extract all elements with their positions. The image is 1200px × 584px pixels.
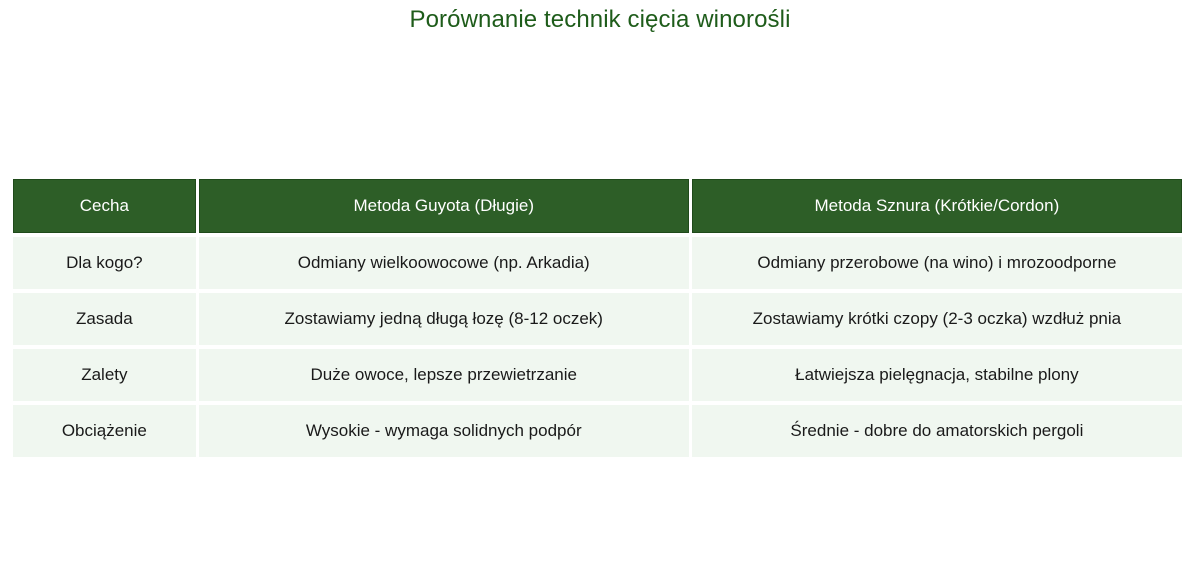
table-row xyxy=(13,349,1182,401)
table-header-row xyxy=(13,179,1182,233)
column-header-guyot: Metoda Guyota (Długie) xyxy=(199,179,689,233)
table-row xyxy=(13,405,1182,457)
column-header-cordon: Metoda Sznura (Krótkie/Cordon) xyxy=(692,179,1182,233)
comparison-table xyxy=(10,175,1185,461)
table-row xyxy=(13,293,1182,345)
table-cell-guyot: Odmiany wielkoowocowe (np. Arkadia) xyxy=(199,237,689,289)
table-row xyxy=(13,237,1182,289)
table-cell-guyot: Zostawiamy jedną długą łozę (8-12 oczek) xyxy=(199,293,689,345)
table-cell-guyot: Wysokie - wymaga solidnych podpór xyxy=(199,405,689,457)
table-cell-cordon: Łatwiejsza pielęgnacja, stabilne plony xyxy=(692,349,1182,401)
table-cell-feature: Dla kogo? xyxy=(13,237,196,289)
column-header-feature: Cecha xyxy=(13,179,196,233)
table-cell-guyot: Duże owoce, lepsze przewietrzanie xyxy=(199,349,689,401)
table-cell-cordon: Średnie - dobre do amatorskich pergoli xyxy=(692,405,1182,457)
table-cell-feature: Obciążenie xyxy=(13,405,196,457)
table-cell-feature: Zasada xyxy=(13,293,196,345)
page-title: Porównanie technik cięcia winorośli xyxy=(409,6,791,33)
table-cell-cordon: Zostawiamy krótki czopy (2-3 oczka) wzdłuż pnia xyxy=(692,293,1182,345)
table-cell-feature: Zalety xyxy=(13,349,196,401)
table-cell-cordon: Odmiany przerobowe (na wino) i mrozoodporne xyxy=(692,237,1182,289)
